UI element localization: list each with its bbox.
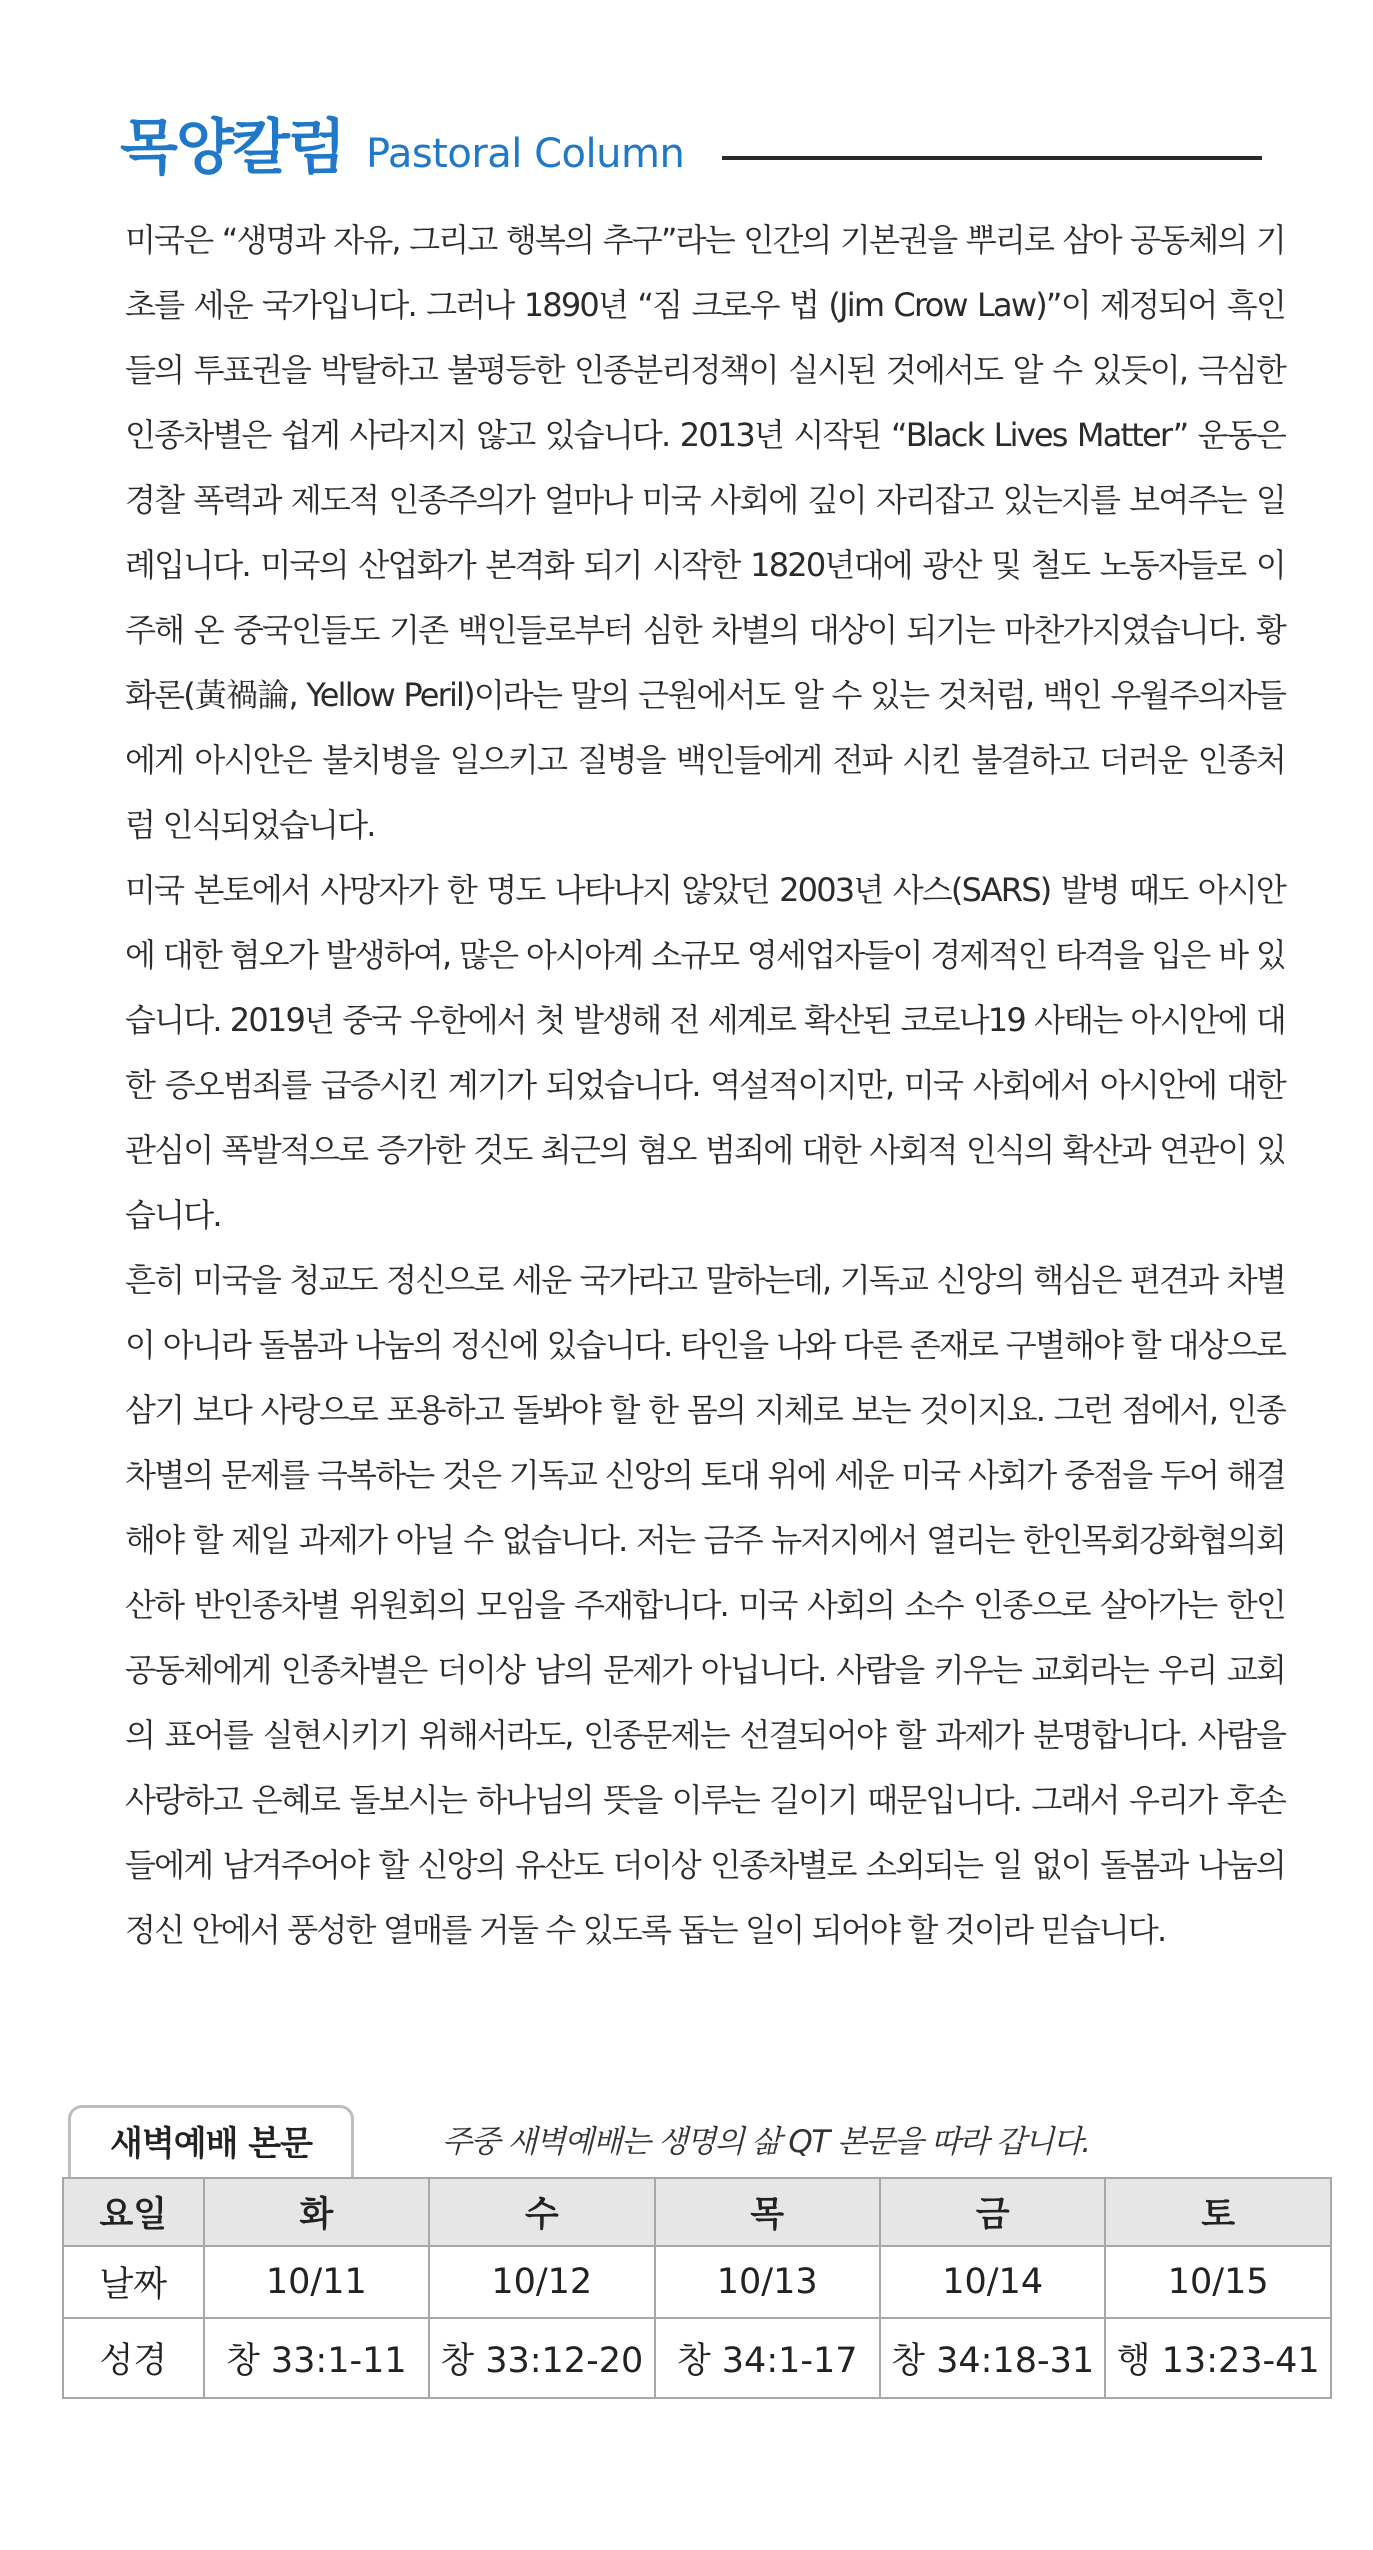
date-cell: 10/11 bbox=[204, 2246, 429, 2318]
verse-cell: 창 34:1-17 bbox=[655, 2318, 880, 2398]
day-cell: 금 bbox=[880, 2178, 1106, 2246]
verse-cell: 창 33:1-11 bbox=[204, 2318, 429, 2398]
article-paragraph-1: 미국은 “생명과 자유, 그리고 행복의 추구”라는 인간의 기본권을 뿌리로 삼아 공동체의 기초를 세운 국가입니다. 그러나 1890년 “짐 크로우 법 (Jim Crow Law)”이 제정되어 흑인들의 투표권을 박탈하고 불평등한 인종분리정책이 실시된 것에서도 알 수 있듯이, 극심한 인종차별은 쉽게 사라지지 않고 있습니다. 2013년 시작된 “Black Lives Matter” 운동은 경찰 폭력과 제도적 인종주의가 얼마나 미국 사회에 깊이 자리잡고 있는지를 보여주는 일례입니다. 미국의 산업화가 본격화 되기 시작한 1820년대에 광산 및 철도 노동자들로 이주해 온 중국인들도 기존 백인들로부터 심한 차별의 대상이 되기는 마찬가지였습니다. 황화론(黃禍論, Yellow Peril)이라는 말의 근원에서도 알 수 있는 것처럼, 백인 우월주의자들에게 아시안은 불치병을 일으키고 질병을 백인들에게 전파 시킨 불결하고 더러운 인종처럼 인식되었습니다. bbox=[125, 221, 1285, 844]
article-paragraph-3: 흔히 미국을 청교도 정신으로 세운 국가라고 말하는데, 기독교 신앙의 핵심은 편견과 차별이 아니라 돌봄과 나눔의 정신에 있습니다. 타인을 나와 다른 존재로 구별해야 할 대상으로 삼기 보다 사랑으로 포용하고 돌봐야 할 한 몸의 지체로 보는 것이지요. 그런 점에서, 인종차별의 문제를 극복하는 것은 기독교 신앙의 토대 위에 세운 미국 사회가 중점을 두어 해결해야 할 제일 과제가 아닐 수 없습니다. 저는 금주 뉴저지에서 열리는 한인목회강화협의회 산하 반인종차별 위원회의 모임을 주재합니다. 미국 사회의 소수 인종으로 살아가는 한인 공동체에게 인종차별은 더이상 남의 문제가 아닙니다. 사람을 키우는 교회라는 우리 교회의 표어를 실현시키기 위해서라도, 인종문제는 선결되어야 할 과제가 분명합니다. 사람을 사랑하고 은혜로 돌보시는 하나님의 뜻을 이루는 길이기 때문입니다. 그래서 우리가 후손들에게 남겨주어야 할 신앙의 유산도 더이상 인종차별로 소외되는 일 없이 돌봄과 나눔의 정신 안에서 풍성한 열매를 거둘 수 있도록 돕는 일이 되어야 할 것이라 믿습니다. bbox=[125, 1261, 1285, 1949]
day-cell: 수 bbox=[429, 2178, 655, 2246]
date-cell: 10/15 bbox=[1105, 2246, 1331, 2318]
verse-cell: 행 13:23-41 bbox=[1105, 2318, 1331, 2398]
day-cell: 토 bbox=[1105, 2178, 1331, 2246]
day-cell: 화 bbox=[204, 2178, 429, 2246]
row-header-date: 날짜 bbox=[63, 2246, 204, 2318]
verse-cell: 창 33:12-20 bbox=[429, 2318, 655, 2398]
article-paragraph-2: 미국 본토에서 사망자가 한 명도 나타나지 않았던 2003년 사스(SARS) 발병 때도 아시안에 대한 혐오가 발생하여, 많은 아시아계 소규모 영세업자들이 경제적인 타격을 입은 바 있습니다. 2019년 중국 우한에서 첫 발생해 전 세계로 확산된 코로나19 사태는 아시안에 대한 증오범죄를 급증시킨 계기가 되었습니다. 역설적이지만, 미국 사회에서 아시안에 대한 관심이 폭발적으로 증가한 것도 최근의 혐오 범죄에 대한 사회적 인식의 확산과 연관이 있습니다. bbox=[125, 871, 1285, 1234]
title-divider bbox=[722, 156, 1262, 160]
table-row-days bbox=[63, 2178, 1331, 2246]
verse-cell: 창 34:18-31 bbox=[880, 2318, 1106, 2398]
row-header-verse: 성경 bbox=[63, 2318, 204, 2398]
date-cell: 10/12 bbox=[429, 2246, 655, 2318]
column-article bbox=[125, 208, 1285, 1963]
dawn-worship-tab: 새벽예배 본문 bbox=[68, 2105, 354, 2180]
column-title-english: Pastoral Column bbox=[366, 131, 685, 177]
date-cell: 10/14 bbox=[880, 2246, 1106, 2318]
row-header-day: 요일 bbox=[63, 2178, 204, 2246]
column-header bbox=[120, 108, 1270, 188]
schedule-note: 주중 새벽예배는 생명의 삶 QT 본문을 따라 갑니다. bbox=[442, 2124, 1090, 2160]
table-row-verses bbox=[63, 2318, 1331, 2398]
column-title-korean: 목양칼럼 bbox=[120, 113, 344, 183]
day-cell: 목 bbox=[655, 2178, 880, 2246]
table-row-dates bbox=[63, 2246, 1331, 2318]
date-cell: 10/13 bbox=[655, 2246, 880, 2318]
schedule-table bbox=[62, 2177, 1332, 2399]
